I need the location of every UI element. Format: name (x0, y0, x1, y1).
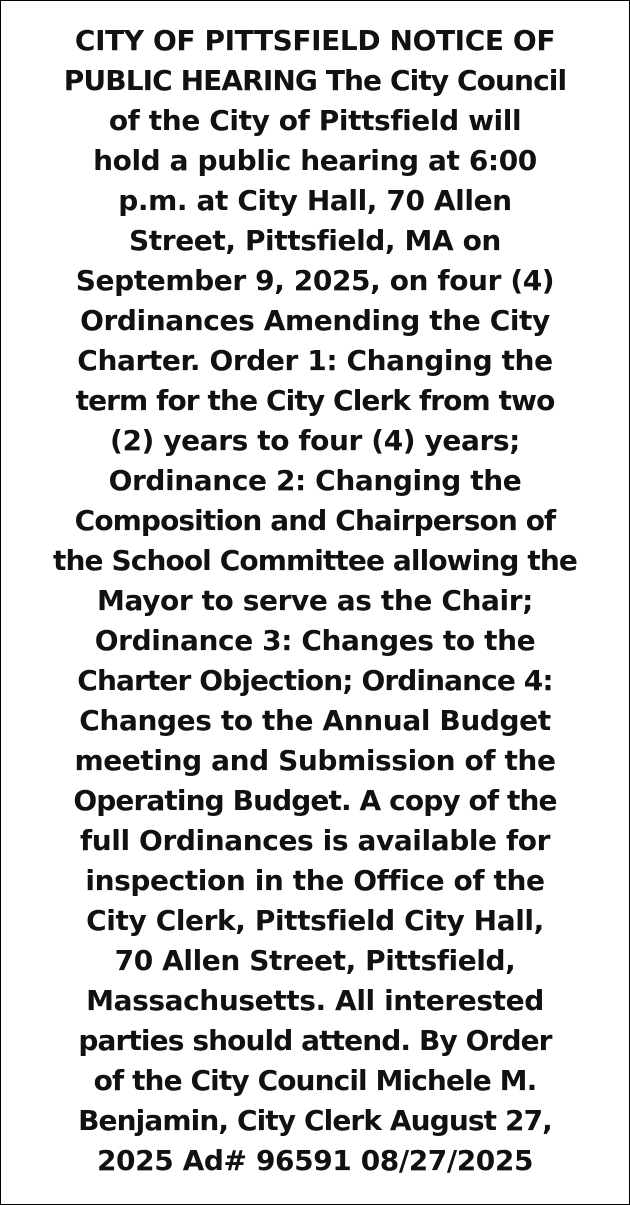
notice-line: Ordinance 2: Changing the (108, 464, 522, 497)
notice-line: Composition and Chairperson of (74, 504, 556, 537)
notice-line: p.m. at City Hall, 70 Allen (118, 184, 512, 217)
notice-line: PUBLIC HEARING The City Council (63, 64, 567, 97)
notice-line: Operating Budget. A copy of the (73, 784, 557, 817)
notice-line: full Ordinances is available for (79, 824, 551, 857)
notice-line: Charter Objection; Ordinance 4: (77, 664, 553, 697)
notice-line: inspection in the Office of the (85, 864, 545, 897)
notice-line: Ordinances Amending the City (80, 304, 550, 337)
notice-line: of the City Council Michele M. (93, 1064, 537, 1097)
notice-line: parties should attend. By Order (78, 1024, 552, 1057)
notice-line: (2) years to four (4) years; (110, 424, 520, 457)
notice-line: meeting and Submission of the (74, 744, 556, 777)
notice-line: September 9, 2025, on four (4) (75, 264, 555, 297)
notice-line: 2025 Ad# 96591 08/27/2025 (96, 1144, 534, 1177)
notice-line: CITY OF PITTSFIELD NOTICE OF (74, 24, 556, 57)
notice-line: Charter. Order 1: Changing the (77, 344, 553, 377)
notice-line: the School Committee allowing the (53, 544, 577, 577)
notice-line: City Clerk, Pittsfield City Hall, (86, 904, 544, 937)
notice-line: Mayor to serve as the Chair; (97, 584, 533, 617)
notice-line: Benjamin, City Clerk August 27, (78, 1104, 552, 1137)
notice-line: of the City of Pittsfield will (108, 104, 522, 137)
notice-line: Ordinance 3: Changes to the (94, 624, 536, 657)
notice-line: Street, Pittsfield, MA on (129, 224, 501, 257)
notice-line: term for the City Clerk from two (75, 384, 555, 417)
notice-line: 70 Allen Street, Pittsfield, (114, 944, 516, 977)
notice-line: Changes to the Annual Budget (79, 704, 551, 737)
notice-line: hold a public hearing at 6:00 (93, 144, 537, 177)
notice-line: Massachusetts. All interested (86, 984, 544, 1017)
